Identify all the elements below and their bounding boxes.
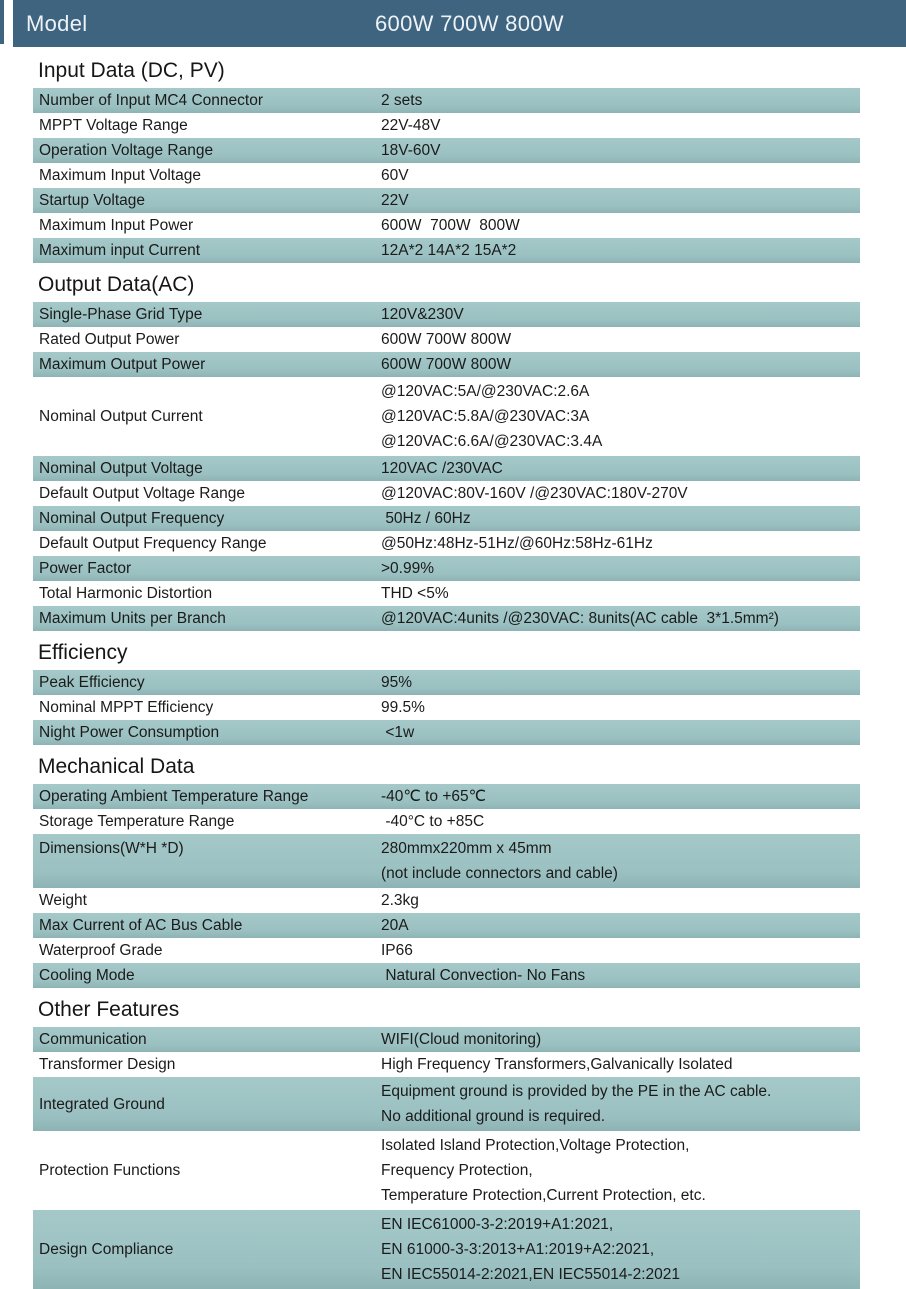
row-value-line: 22V (381, 192, 409, 209)
row-value-line: 18V-60V (381, 142, 441, 159)
header-left-sliver (0, 0, 4, 44)
row-value (381, 238, 860, 263)
row-value-line: @120VAC:5.8A/@230VAC:3A (381, 408, 590, 425)
row-value-line: WIFI(Cloud monitoring) (381, 1031, 542, 1048)
row-value (381, 1212, 860, 1287)
row-value-line: 280mmx220mm x 45mm (381, 840, 552, 857)
row-label: Protection Functions (39, 1162, 181, 1179)
row-value-line: @120VAC:6.6A/@230VAC:3.4A (381, 433, 603, 450)
spec-row (33, 238, 860, 263)
row-value (381, 481, 860, 506)
row-value (381, 456, 860, 481)
row-label: Operating Ambient Temperature Range (39, 788, 309, 805)
row-value (381, 720, 860, 745)
row-label: Maximum Input Voltage (39, 167, 201, 184)
row-value-line: IP66 (381, 942, 413, 959)
spec-row (33, 720, 860, 745)
row-label: Storage Temperature Range (39, 813, 235, 830)
row-value (381, 163, 860, 188)
row-value (381, 784, 860, 809)
row-label: Power Factor (39, 560, 132, 577)
row-value-line: 600W 700W 800W (381, 356, 512, 373)
row-value-line: 12A*2 14A*2 15A*2 (381, 242, 517, 259)
row-value (381, 379, 860, 454)
row-value-line: @120VAC:5A/@230VAC:2.6A (381, 383, 590, 400)
spec-row (33, 113, 860, 138)
row-value (381, 836, 860, 886)
row-value-line: Natural Convection- No Fans (381, 967, 586, 984)
row-value (381, 888, 860, 913)
section-title: Mechanical Data (38, 755, 195, 778)
row-value (381, 963, 860, 988)
row-value (381, 1133, 860, 1208)
row-value-line: Temperature Protection,Current Protection, etc. (381, 1187, 706, 1204)
row-value (381, 695, 860, 720)
row-label: Default Output Voltage Range (39, 485, 245, 502)
row-label: Default Output Frequency Range (39, 535, 267, 552)
spec-row (33, 963, 860, 988)
row-value (381, 809, 860, 834)
spec-row (33, 556, 860, 581)
row-label: MPPT Voltage Range (39, 117, 188, 134)
row-label: Dimensions(W*H *D) (39, 840, 184, 857)
row-value-line: >0.99% (381, 560, 435, 577)
row-label: Maximum input Current (39, 242, 201, 259)
row-value (381, 606, 860, 631)
spec-row (33, 784, 860, 809)
spec-row (33, 138, 860, 163)
row-label: Weight (39, 892, 87, 909)
row-label: Total Harmonic Distortion (39, 585, 213, 602)
spec-row (33, 834, 860, 888)
spec-row (33, 913, 860, 938)
spec-row (33, 88, 860, 113)
model-label: Model (26, 10, 88, 36)
row-value (381, 556, 860, 581)
row-value-line: -40°C to +85C (381, 813, 485, 830)
spec-row (33, 506, 860, 531)
spec-row (33, 1210, 860, 1289)
row-label: Design Compliance (39, 1241, 174, 1258)
row-value (381, 506, 860, 531)
row-value (381, 188, 860, 213)
row-label: Waterproof Grade (39, 942, 163, 959)
row-value (381, 113, 860, 138)
spec-row (33, 163, 860, 188)
row-value (381, 352, 860, 377)
row-label: Nominal Output Frequency (39, 510, 225, 527)
row-label: Max Current of AC Bus Cable (39, 917, 243, 934)
row-value-line: 20A (381, 917, 409, 934)
row-value-line: 99.5% (381, 699, 425, 716)
row-label: Nominal Output Current (39, 408, 203, 425)
row-value (381, 1027, 860, 1052)
row-label: Peak Efficiency (39, 674, 145, 691)
row-value (381, 670, 860, 695)
row-value (381, 138, 860, 163)
spec-row (33, 809, 860, 834)
spec-row (33, 581, 860, 606)
row-value (381, 327, 860, 352)
row-label: Nominal Output Voltage (39, 460, 203, 477)
row-value-line: 600W 700W 800W (381, 331, 512, 348)
row-value-line: 2 sets (381, 92, 423, 109)
spec-row (33, 188, 860, 213)
row-value (381, 531, 860, 556)
row-label: Single-Phase Grid Type (39, 306, 203, 323)
row-value-line: @50Hz:48Hz-51Hz/@60Hz:58Hz-61Hz (381, 535, 653, 552)
row-value-line: 95% (381, 674, 413, 691)
spec-row (33, 1052, 860, 1077)
section-title: Efficiency (38, 641, 128, 664)
spec-row (33, 377, 860, 456)
row-value (381, 938, 860, 963)
spec-row (33, 1077, 860, 1131)
spec-row (33, 531, 860, 556)
spec-row (33, 938, 860, 963)
row-label: Maximum Input Power (39, 217, 194, 234)
row-value-line: EN IEC61000-3-2:2019+A1:2021, (381, 1216, 614, 1233)
row-label: Transformer Design (39, 1056, 176, 1073)
spec-row (33, 302, 860, 327)
row-value-line: Isolated Island Protection,Voltage Protection, (381, 1137, 690, 1154)
row-value-line: 22V-48V (381, 117, 441, 134)
row-label: Cooling Mode (39, 967, 135, 984)
row-value-line: -40℃ to +65℃ (381, 788, 487, 805)
row-label: Startup Voltage (39, 192, 145, 209)
row-value-line: @120VAC:4units /@230VAC: 8units(AC cable 3*1.5mm²) (381, 610, 779, 627)
row-value-line: No additional ground is required. (381, 1108, 606, 1125)
section-title: Output Data(AC) (38, 273, 195, 296)
row-value-line: 120VAC /230VAC (381, 460, 503, 477)
spec-row (33, 213, 860, 238)
spec-row (33, 352, 860, 377)
row-value-line: 2.3kg (381, 892, 419, 909)
model-value: 600W 700W 800W (375, 10, 564, 36)
row-value (381, 913, 860, 938)
spec-row (33, 1131, 860, 1210)
row-value-line: <1w (381, 724, 415, 741)
spec-row (33, 606, 860, 631)
section-title: Other Features (38, 998, 180, 1021)
row-label: Operation Voltage Range (39, 142, 214, 159)
row-label: Integrated Ground (39, 1095, 165, 1113)
spec-row (33, 1027, 860, 1052)
spec-row (33, 695, 860, 720)
row-label: Rated Output Power (39, 331, 180, 348)
row-value (381, 1079, 860, 1129)
row-label: Communication (39, 1031, 147, 1048)
row-value-line: 50Hz / 60Hz (381, 510, 471, 527)
row-value (381, 1052, 860, 1077)
section-title: Input Data (DC, PV) (38, 59, 225, 82)
row-value-line: THD <5% (381, 585, 449, 602)
row-label: Nominal MPPT Efficiency (39, 699, 214, 716)
row-value (381, 302, 860, 327)
row-label: Maximum Output Power (39, 356, 206, 373)
row-value (381, 88, 860, 113)
row-label: Number of Input MC4 Connector (39, 92, 263, 109)
row-label: Night Power Consumption (39, 724, 220, 741)
spec-table (33, 47, 860, 1289)
row-value (381, 581, 860, 606)
row-value-line: 60V (381, 167, 409, 184)
row-value-line: 120V&230V (381, 306, 464, 323)
row-value-line: Equipment ground is provided by the PE in the AC cable. (381, 1083, 772, 1100)
spec-row (33, 456, 860, 481)
spec-row (33, 670, 860, 695)
row-value-line: High Frequency Transformers,Galvanically Isolated (381, 1056, 733, 1073)
row-value-line: @120VAC:80V-160V /@230VAC:180V-270V (381, 485, 688, 502)
row-value-line: 600W 700W 800W (381, 217, 520, 234)
spec-row (33, 327, 860, 352)
row-value-line: EN 61000-3-3:2013+A1:2019+A2:2021, (381, 1241, 655, 1258)
row-label: Maximum Units per Branch (39, 610, 226, 627)
row-value (381, 213, 860, 238)
spec-row (33, 888, 860, 913)
row-value-line: Frequency Protection, (381, 1162, 533, 1179)
spec-row (33, 481, 860, 506)
row-value-line: EN IEC55014-2:2021,EN IEC55014-2:2021 (381, 1266, 681, 1283)
row-value-line: (not include connectors and cable) (381, 865, 618, 882)
